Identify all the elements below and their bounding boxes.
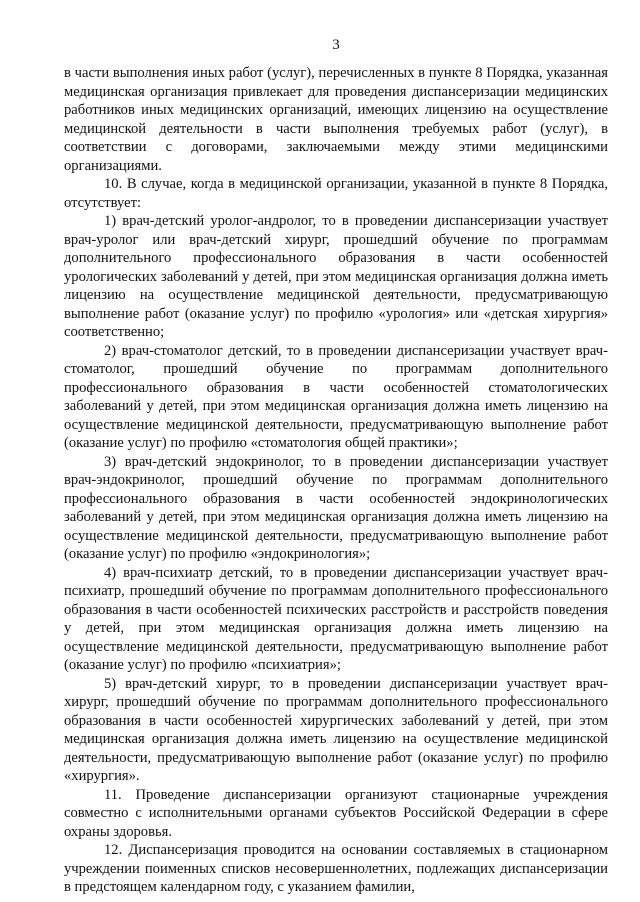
paragraph-item-10-4: 4) врач-психиатр детский, то в проведении диспансеризации участвует врач-психиатр, прошедший обучение по программам дополнительного профессионального образования в части особенностей психических расстройств и расстройств поведения у детей, при этом медицинская организация должна иметь лицензию на осуществление медицинской деятельности, предусматривающую выполнение работ (оказание услуг) по профилю «психиатрия»; bbox=[64, 564, 608, 673]
document-body bbox=[64, 64, 608, 897]
paragraph-item-11: 11. Проведение диспансеризации организуют стационарные учреждения совместно с исполнительными органами субъектов Российской Федерации в сфере охраны здоровья. bbox=[64, 786, 608, 840]
paragraph-item-10-3: 3) врач-детский эндокринолог, то в проведении диспансеризации участвует врач-эндокринолог, прошедший обучение по программам дополнительного профессионального образования в части особенностей эндокринологических заболеваний у детей, при этом медицинская организация должна иметь лицензию на осуществление медицинской деятельности, предусматривающую выполнение работ (оказание услуг) по профилю «эндокринология»; bbox=[64, 453, 608, 562]
paragraph-item-10-5: 5) врач-детский хирург, то в проведении диспансеризации участвует врач-хирург, прошедший обучение по программам дополнительного профессионального образования в части особенностей хирургических заболеваний у детей, при этом медицинская организация должна иметь лицензию на осуществление медицинской деятельности, предусматривающую выполнение работ (оказание услуг) по профилю «хирургия». bbox=[64, 675, 608, 784]
paragraph-item-12: 12. Диспансеризация проводится на основании составляемых в стационарном учреждении поименных списков несовершеннолетних, подлежащих диспансеризации в предстоящем календарном году, с указанием фамилии, bbox=[64, 842, 608, 895]
paragraph-item-10-2: 2) врач-стоматолог детский, то в проведении диспансеризации участвует врач-стоматолог, прошедший обучение по программам дополнительного профессионального образования в части особенностей стоматологических заболеваний у детей, при этом медицинская организация должна иметь лицензию на осуществление медицинской деятельности, предусматривающую выполнение работ (оказание услуг) по профилю «стоматология общей практики»; bbox=[64, 342, 608, 451]
paragraph-item-10: 10. В случае, когда в медицинской организации, указанной в пункте 8 Порядка, отсутствует: bbox=[64, 176, 608, 211]
paragraph-continuation: в части выполнения иных работ (услуг), перечисленных в пункте 8 Порядка, указанная медицинская организация привлекает для проведения диспансеризации медицинских работников иных медицинских организаций, имеющих лицензию на осуществление медицинской деятельности в части выполнения требуемых работ (услуг), в соответствии с договорами, заключаемыми между этими медицинскими организациями. bbox=[64, 65, 608, 174]
page-number: 3 bbox=[332, 37, 340, 53]
paragraph-item-10-1: 1) врач-детский уролог-андролог, то в проведении диспансеризации участвует врач-уролог или врач-детский хирург, прошедший обучение по программам дополнительного профессионального образования в части особенностей урологических заболеваний у детей, при этом медицинская организация должна иметь лицензию на осуществление медицинской деятельности, предусматривающую выполнение работ (оказание услуг) по профилю «урология» или «детская хирургия» соответственно; bbox=[64, 213, 608, 340]
